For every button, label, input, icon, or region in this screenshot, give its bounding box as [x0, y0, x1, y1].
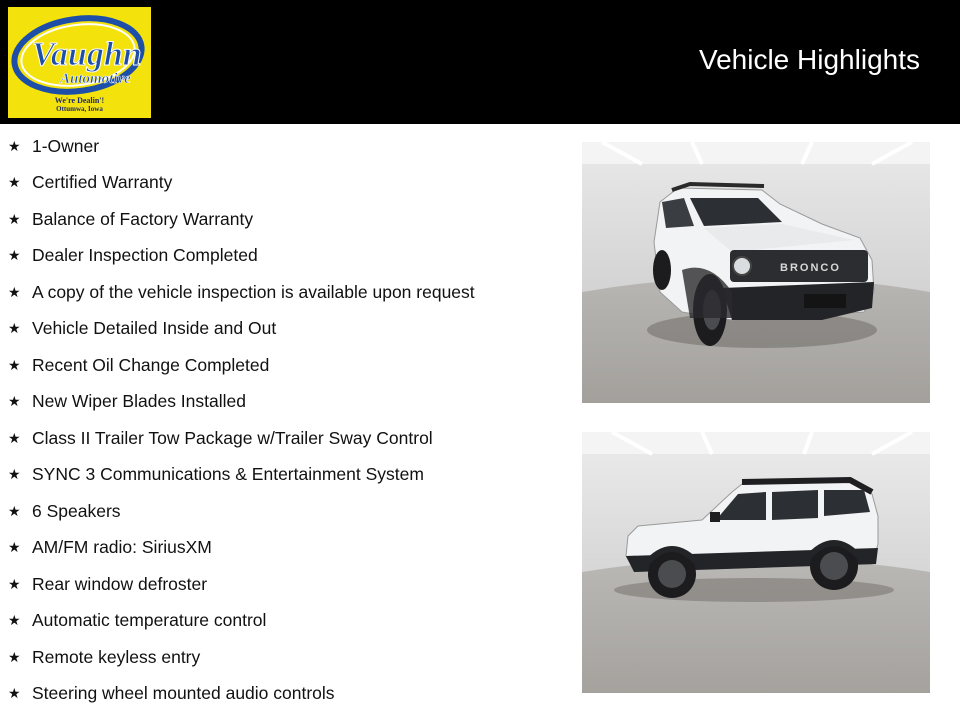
list-item: [8, 384, 475, 421]
list-item: [8, 493, 475, 530]
list-item: [8, 311, 475, 348]
logo-sub-text: Automotive: [60, 71, 131, 87]
feature-list: [8, 128, 475, 712]
star-icon: ★: [8, 648, 21, 665]
logo-brand-text: Vaughn: [32, 36, 142, 73]
star-icon: ★: [8, 356, 21, 373]
star-icon: ★: [8, 429, 21, 446]
feature-label: SYNC 3 Communications & Entertainment System: [32, 464, 424, 485]
feature-label: Rear window defroster: [32, 573, 208, 594]
list-item: [8, 347, 475, 384]
star-icon: ★: [8, 247, 21, 264]
feature-label: Class II Trailer Tow Package w/Trailer Sway Control: [32, 427, 433, 448]
star-icon: ★: [8, 685, 21, 702]
list-item: [8, 530, 475, 567]
feature-label: New Wiper Blades Installed: [32, 391, 246, 412]
star-icon: ★: [8, 283, 21, 300]
feature-label: A copy of the vehicle inspection is available upon request: [32, 281, 475, 302]
list-item: [8, 238, 475, 275]
vehicle-front-image: [582, 142, 930, 403]
logo-tagline: We're Dealin'!: [54, 96, 105, 105]
feature-label: Recent Oil Change Completed: [32, 354, 270, 375]
feature-label: Vehicle Detailed Inside and Out: [32, 318, 277, 339]
star-icon: ★: [8, 320, 21, 337]
list-item: [8, 566, 475, 603]
star-icon: ★: [8, 539, 21, 556]
vehicle-side-image: [582, 432, 930, 693]
feature-label: Dealer Inspection Completed: [32, 245, 258, 266]
list-item: [8, 676, 475, 713]
star-icon: ★: [8, 174, 21, 191]
logo-location: Ottumwa, Iowa: [56, 105, 103, 113]
vehicle-photo-side[interactable]: [582, 432, 930, 693]
feature-label: AM/FM radio: SiriusXM: [32, 537, 212, 558]
list-item: [8, 420, 475, 457]
feature-label: Balance of Factory Warranty: [32, 208, 254, 229]
star-icon: ★: [8, 575, 21, 592]
dealer-logo[interactable]: [8, 7, 151, 118]
list-item: [8, 165, 475, 202]
vehicle-photo-front[interactable]: [582, 142, 930, 403]
feature-label: 1-Owner: [32, 135, 100, 156]
feature-label: Steering wheel mounted audio controls: [32, 683, 335, 704]
list-item: [8, 639, 475, 676]
list-item: [8, 457, 475, 494]
star-icon: ★: [8, 612, 21, 629]
list-item: [8, 274, 475, 311]
list-item: [8, 201, 475, 238]
star-icon: ★: [8, 137, 21, 154]
feature-label: Certified Warranty: [32, 172, 173, 193]
header-bar: [0, 0, 960, 124]
star-icon: ★: [8, 502, 21, 519]
star-icon: ★: [8, 210, 21, 227]
list-item: [8, 603, 475, 640]
page-title: Vehicle Highlights: [698, 44, 920, 75]
list-item: [8, 128, 475, 165]
star-icon: ★: [8, 466, 21, 483]
grille-badge-text: BRONCO: [780, 262, 841, 274]
feature-label: Automatic temperature control: [32, 610, 267, 631]
feature-label: Remote keyless entry: [32, 646, 201, 667]
feature-label: 6 Speakers: [32, 500, 121, 521]
star-icon: ★: [8, 393, 21, 410]
